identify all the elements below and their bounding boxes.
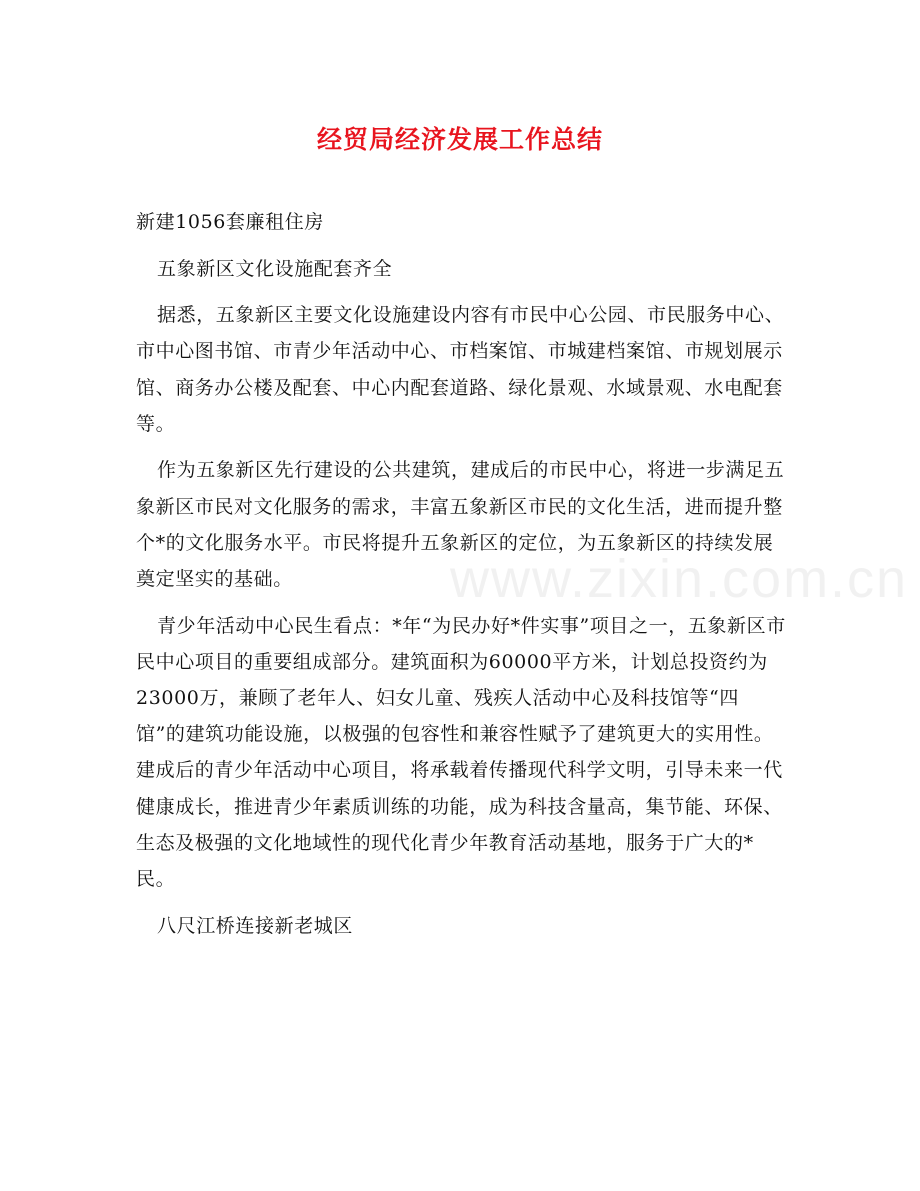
document-body	[136, 204, 786, 954]
paragraph-bridge-heading: 八尺江桥连接新老城区	[157, 914, 354, 937]
paragraph-youth-center: 青少年活动中心民生看点：*年“为民办好*件实事”项目之一，五象新区市民中心项目的重要组成部分。建筑面积为60000平方米，计划总投资约为23000万，兼顾了老年人、妇女儿童、残疾人活动中心及科技馆等“四馆”的建筑功能设施，以极强的包容性和兼容性赋予了建筑更大的实用性。建成后的青少年活动中心项目，将承载着传播现代科学文明，引导未来一代健康成长，推进青少年素质训练的功能，成为科技含量高，集节能、环保、生态及极强的文化地域性的现代化青少年教育活动基地，服务于广大的*民。	[136, 614, 786, 891]
document-title: 经贸局经济发展工作总结	[316, 125, 603, 154]
paragraph-housing-heading: 新建1056套廉租住房	[136, 211, 324, 233]
paragraph-facilities: 据悉，五象新区主要文化设施建设内容有市民中心公园、市民服务中心、市中心图书馆、市青少年活动中心、市档案馆、市城建档案馆、市规划展示馆、商务办公楼及配套、中心内配套道路、绿化景观、水域景观、水电配套等。	[136, 304, 785, 435]
watermark: www.zixin.com.cn	[450, 549, 909, 609]
paragraph-culture-heading: 五象新区文化设施配套齐全	[157, 257, 393, 280]
paragraph-civic-center: 作为五象新区先行建设的公共建筑，建成后的市民中心，将进一步满足五象新区市民对文化服务的需求，丰富五象新区市民的文化生活，进而提升整个*的文化服务水平。市民将提升五象新区的定位，为五象新区的持续发展奠定坚实的基础。	[136, 459, 785, 590]
